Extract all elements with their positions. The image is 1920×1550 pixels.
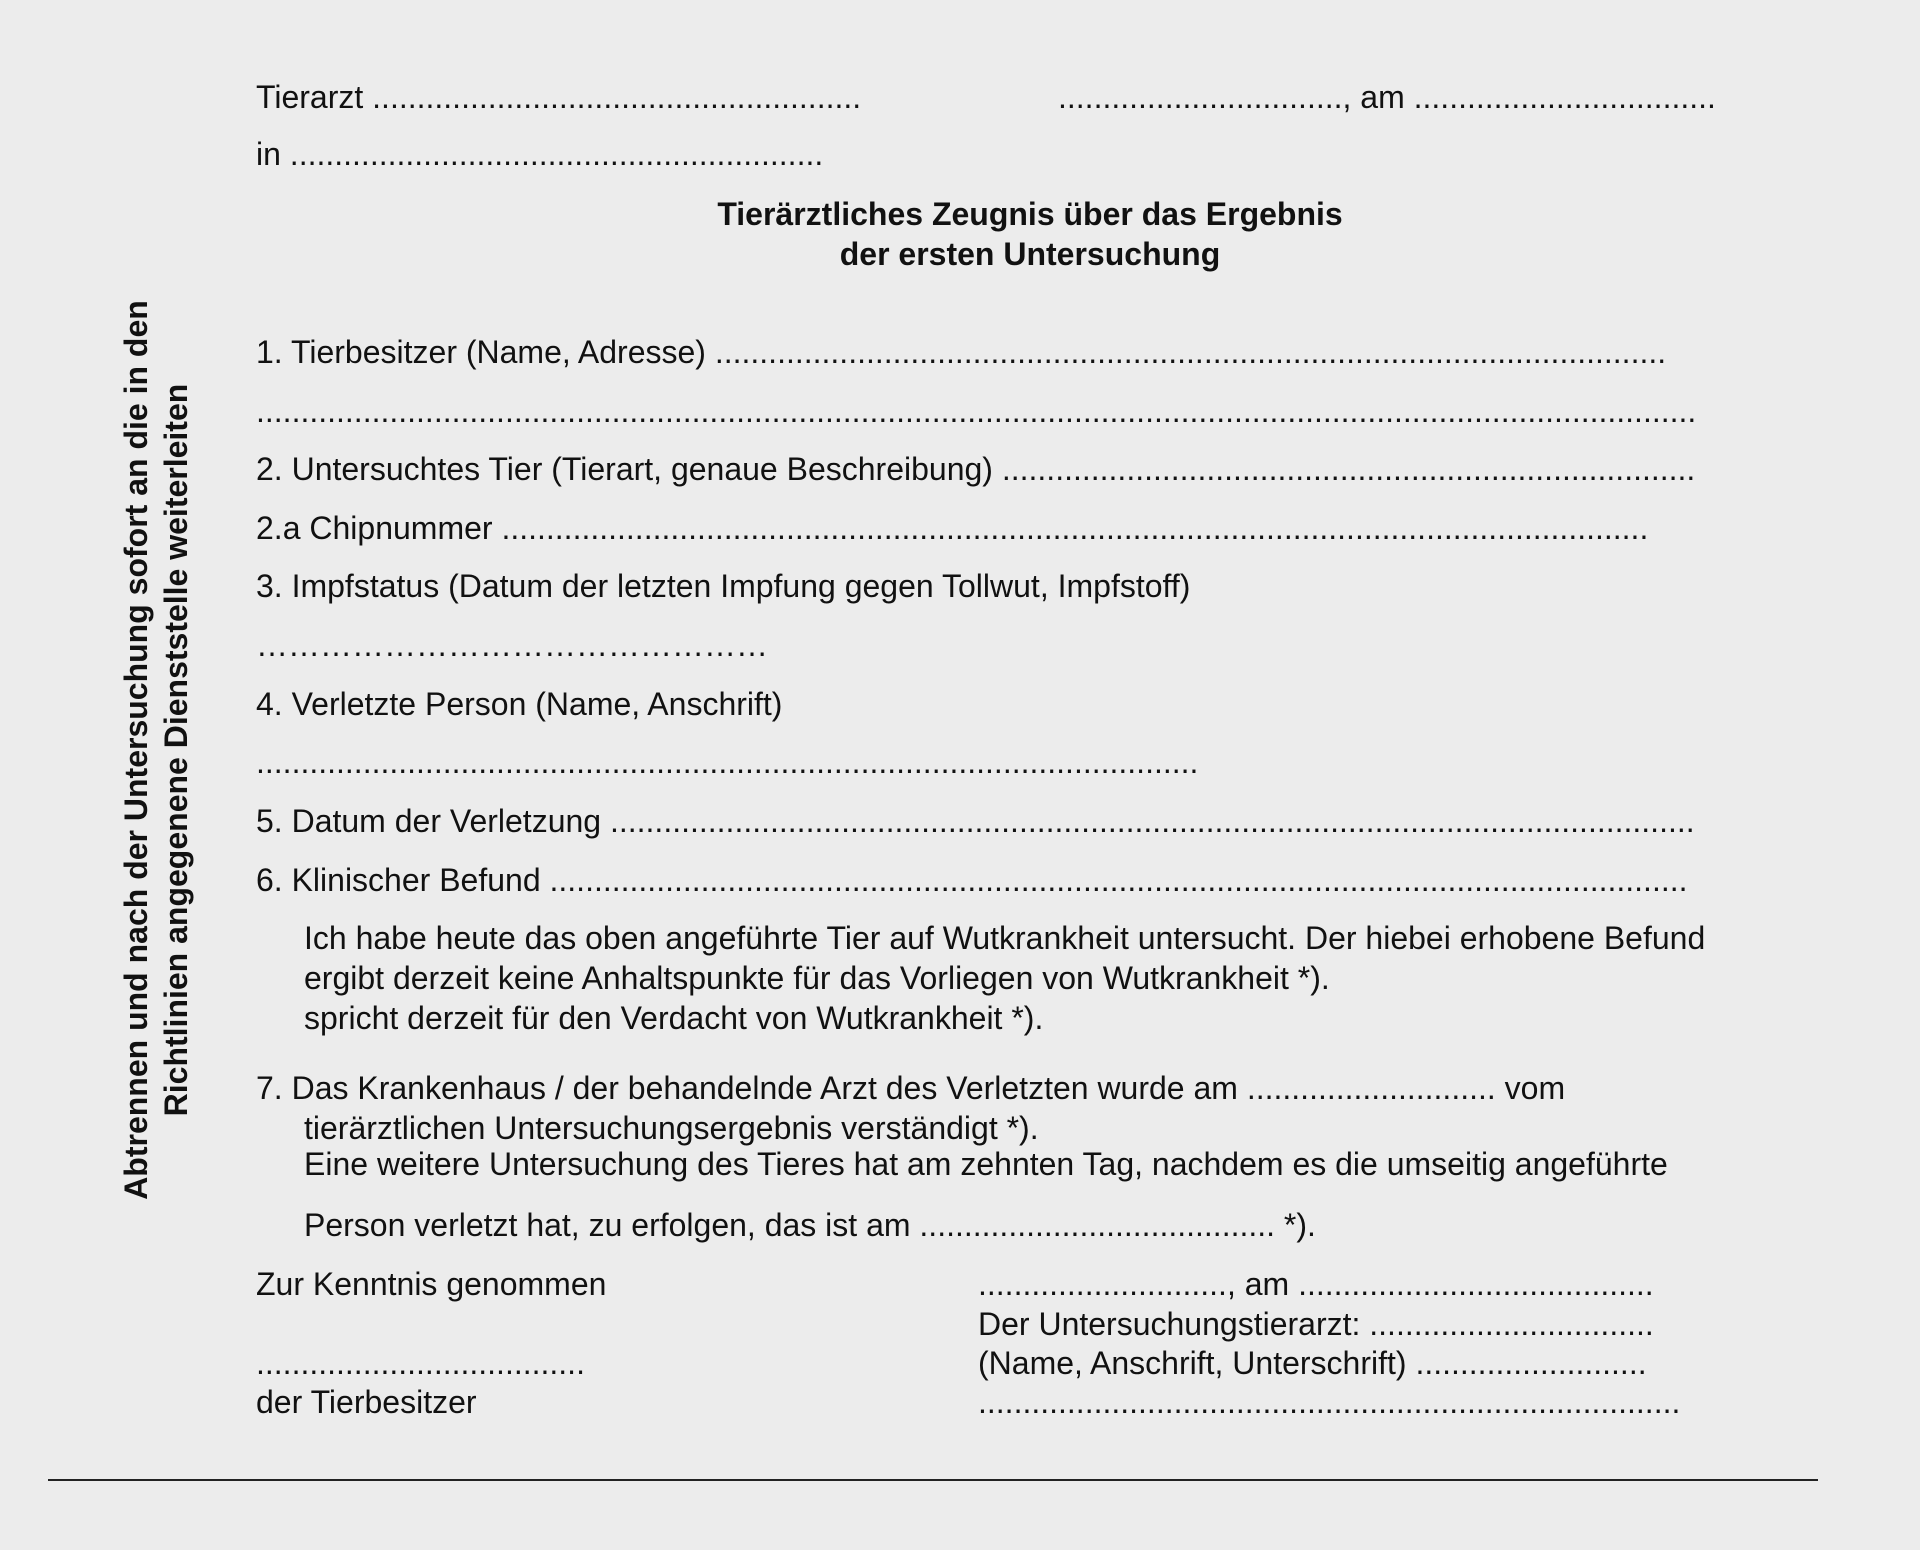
owner-signature-line: .....................................: [256, 1345, 585, 1381]
owner-field-continuation: ..................................................................................................................................................................: [256, 393, 1697, 429]
cut-line: [48, 1479, 1818, 1481]
examining-vet-field: Der Untersuchungstierarzt: ................................: [978, 1306, 1654, 1342]
finding-statement-line-1: Ich habe heute das oben angeführte Tier auf Wutkrankheit untersucht. Der hiebei erhobene Befund: [304, 920, 1706, 956]
owner-signature-label: der Tierbesitzer: [256, 1384, 477, 1420]
side-instruction: [116, 250, 196, 1250]
location-field: in ............................................................: [256, 136, 824, 172]
side-instruction-line-2: Richtlinien angegenene Dienststelle weiterleiten: [158, 383, 194, 1117]
hospital-notice-line-4: Person verletzt hat, zu erfolgen, das ist am ........................................ *).: [304, 1207, 1316, 1243]
chip-number-field: 2.a Chipnummer .................................................................................................................................: [256, 510, 1649, 546]
hospital-notice-line-3: Eine weitere Untersuchung des Tieres hat am zehnten Tag, nachdem es die umseitig angeführte: [304, 1146, 1668, 1182]
examining-vet-signature-line: ...............................................................................: [978, 1384, 1681, 1420]
clinical-finding-field: 6. Klinischer Befund ................................................................................................................................: [256, 862, 1688, 898]
injury-date-field: 5. Datum der Verletzung ..........................................................................................................................: [256, 803, 1695, 839]
vaccination-field-continuation: …………………………………………: [256, 627, 768, 663]
hospital-notice-line-1: 7. Das Krankenhaus / der behandelnde Arzt des Verletzten wurde am ............................ vom: [256, 1070, 1566, 1106]
finding-statement-line-2: ergibt derzeit keine Anhaltspunkte für das Vorliegen von Wutkrankheit *).: [304, 960, 1330, 996]
injured-person-field: 4. Verletzte Person (Name, Anschrift): [256, 686, 783, 722]
finding-statement-line-3: spricht derzeit für den Verdacht von Wutkrankheit *).: [304, 1000, 1044, 1036]
vaccination-field: 3. Impfstatus (Datum der letzten Impfung gegen Tollwut, Impfstoff): [256, 568, 1191, 604]
place-date-field: ................................, am ..................................: [1058, 79, 1716, 115]
hospital-notice-line-2: tierärztlichen Untersuchungsergebnis verständigt *).: [304, 1110, 1039, 1146]
vet-field: Tierarzt .......................................................: [256, 79, 862, 115]
owner-field: 1. Tierbesitzer (Name, Adresse) ...........................................................................................................: [256, 334, 1667, 370]
animal-field: 2. Untersuchtes Tier (Tierart, genaue Beschreibung) ..............................................................................: [256, 451, 1696, 487]
side-instruction-line-1: Abtrennen und nach der Untersuchung sofort an die in den: [118, 300, 154, 1200]
document-title-line-1: Tierärztliches Zeugnis über das Ergebnis: [717, 196, 1343, 232]
acknowledged-label: Zur Kenntnis genommen: [256, 1266, 607, 1302]
document-title-line-2: der ersten Untersuchung: [839, 236, 1221, 272]
injured-person-continuation: ..........................................................................................................: [256, 744, 1199, 780]
examining-vet-details-field: (Name, Anschrift, Unterschrift) ..........................: [978, 1345, 1647, 1381]
footer-place-date-field: ............................, am ........................................: [978, 1266, 1654, 1302]
